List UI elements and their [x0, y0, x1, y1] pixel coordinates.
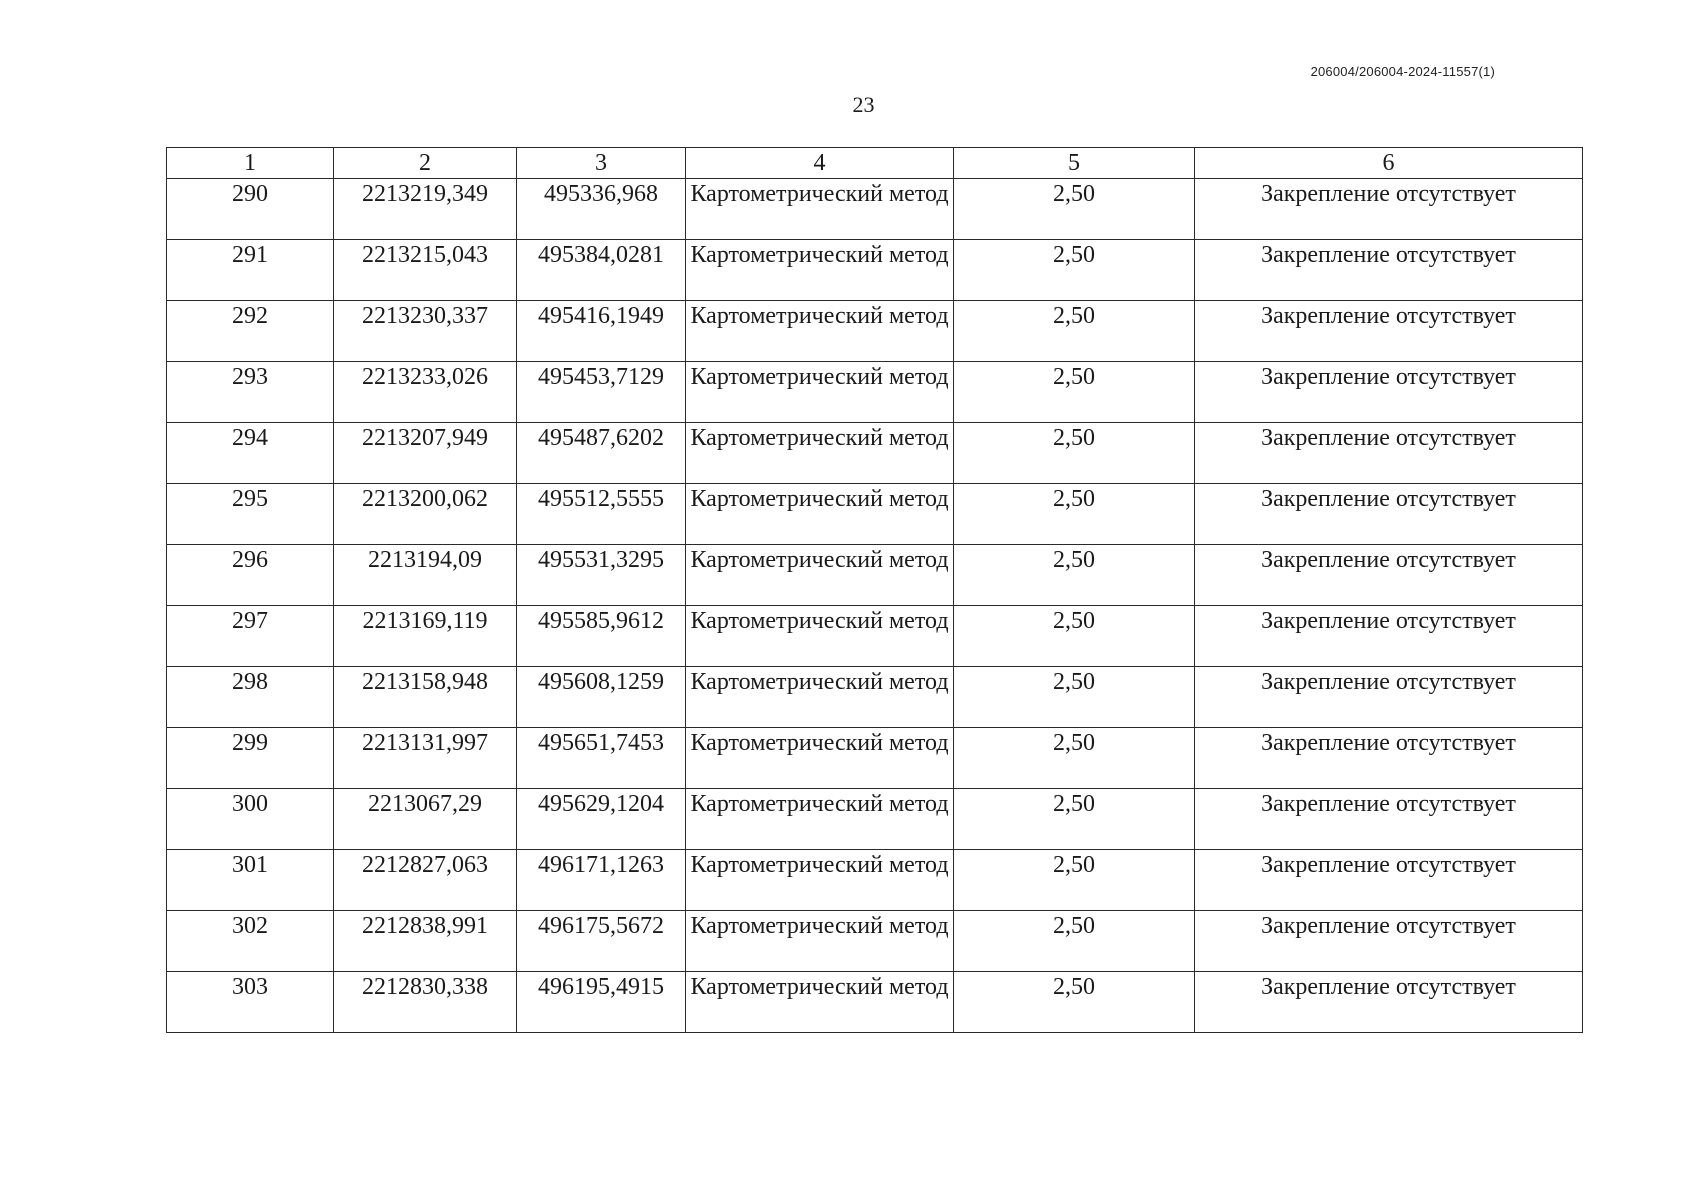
marker-description-cell: Закрепление отсутствует	[1195, 667, 1583, 728]
point-number-cell: 292	[167, 301, 334, 362]
point-number-cell: 303	[167, 972, 334, 1033]
marker-description-cell: Закрепление отсутствует	[1195, 789, 1583, 850]
point-number-cell: 298	[167, 667, 334, 728]
accuracy-cell: 2,50	[954, 423, 1195, 484]
header-cell: 2	[334, 148, 517, 179]
y-coordinate-cell: 495629,1204	[517, 789, 686, 850]
method-cell: Картометрический метод	[686, 606, 954, 667]
point-number-cell: 295	[167, 484, 334, 545]
table-row	[167, 972, 1583, 1033]
marker-description-cell: Закрепление отсутствует	[1195, 850, 1583, 911]
point-number-cell: 301	[167, 850, 334, 911]
y-coordinate-cell: 495585,9612	[517, 606, 686, 667]
accuracy-cell: 2,50	[954, 789, 1195, 850]
header-cell: 3	[517, 148, 686, 179]
x-coordinate-cell: 2213200,062	[334, 484, 517, 545]
marker-description-cell: Закрепление отсутствует	[1195, 484, 1583, 545]
method-cell: Картометрический метод	[686, 362, 954, 423]
accuracy-cell: 2,50	[954, 667, 1195, 728]
table-row	[167, 301, 1583, 362]
x-coordinate-cell: 2213194,09	[334, 545, 517, 606]
y-coordinate-cell: 496171,1263	[517, 850, 686, 911]
y-coordinate-cell: 496195,4915	[517, 972, 686, 1033]
accuracy-cell: 2,50	[954, 179, 1195, 240]
marker-description-cell: Закрепление отсутствует	[1195, 179, 1583, 240]
x-coordinate-cell: 2213215,043	[334, 240, 517, 301]
table-row	[167, 728, 1583, 789]
accuracy-cell: 2,50	[954, 728, 1195, 789]
x-coordinate-cell: 2213067,29	[334, 789, 517, 850]
y-coordinate-cell: 495512,5555	[517, 484, 686, 545]
x-coordinate-cell: 2213158,948	[334, 667, 517, 728]
x-coordinate-cell: 2212838,991	[334, 911, 517, 972]
y-coordinate-cell: 495416,1949	[517, 301, 686, 362]
header-cell: 1	[167, 148, 334, 179]
accuracy-cell: 2,50	[954, 545, 1195, 606]
table-row	[167, 484, 1583, 545]
table-row	[167, 179, 1583, 240]
header-cell: 6	[1195, 148, 1583, 179]
y-coordinate-cell: 495608,1259	[517, 667, 686, 728]
point-number-cell: 300	[167, 789, 334, 850]
point-number-cell: 296	[167, 545, 334, 606]
x-coordinate-cell: 2213207,949	[334, 423, 517, 484]
x-coordinate-cell: 2212827,063	[334, 850, 517, 911]
accuracy-cell: 2,50	[954, 606, 1195, 667]
y-coordinate-cell: 495453,7129	[517, 362, 686, 423]
point-number-cell: 302	[167, 911, 334, 972]
x-coordinate-cell: 2213233,026	[334, 362, 517, 423]
x-coordinate-cell: 2213230,337	[334, 301, 517, 362]
method-cell: Картометрический метод	[686, 728, 954, 789]
point-number-cell: 290	[167, 179, 334, 240]
x-coordinate-cell: 2213131,997	[334, 728, 517, 789]
accuracy-cell: 2,50	[954, 850, 1195, 911]
table-row	[167, 667, 1583, 728]
y-coordinate-cell: 495336,968	[517, 179, 686, 240]
table-row	[167, 423, 1583, 484]
table-row	[167, 911, 1583, 972]
y-coordinate-cell: 495487,6202	[517, 423, 686, 484]
method-cell: Картометрический метод	[686, 484, 954, 545]
page-number: 23	[852, 92, 875, 117]
table-header	[167, 148, 1583, 179]
method-cell: Картометрический метод	[686, 301, 954, 362]
method-cell: Картометрический метод	[686, 179, 954, 240]
x-coordinate-cell: 2213219,349	[334, 179, 517, 240]
header-cell: 4	[686, 148, 954, 179]
marker-description-cell: Закрепление отсутствует	[1195, 545, 1583, 606]
marker-description-cell: Закрепление отсутствует	[1195, 606, 1583, 667]
table-row	[167, 606, 1583, 667]
x-coordinate-cell: 2212830,338	[334, 972, 517, 1033]
point-number-cell: 297	[167, 606, 334, 667]
marker-description-cell: Закрепление отсутствует	[1195, 240, 1583, 301]
accuracy-cell: 2,50	[954, 301, 1195, 362]
table-row	[167, 362, 1583, 423]
accuracy-cell: 2,50	[954, 972, 1195, 1033]
marker-description-cell: Закрепление отсутствует	[1195, 301, 1583, 362]
marker-description-cell: Закрепление отсутствует	[1195, 972, 1583, 1033]
marker-description-cell: Закрепление отсутствует	[1195, 423, 1583, 484]
y-coordinate-cell: 495384,0281	[517, 240, 686, 301]
header-cell: 5	[954, 148, 1195, 179]
method-cell: Картометрический метод	[686, 789, 954, 850]
coordinates-table	[166, 147, 1583, 1033]
method-cell: Картометрический метод	[686, 850, 954, 911]
y-coordinate-cell: 495531,3295	[517, 545, 686, 606]
table-body	[167, 179, 1583, 1033]
y-coordinate-cell: 495651,7453	[517, 728, 686, 789]
header-row	[167, 148, 1583, 179]
table-row	[167, 240, 1583, 301]
point-number-cell: 293	[167, 362, 334, 423]
method-cell: Картометрический метод	[686, 911, 954, 972]
x-coordinate-cell: 2213169,119	[334, 606, 517, 667]
marker-description-cell: Закрепление отсутствует	[1195, 911, 1583, 972]
accuracy-cell: 2,50	[954, 362, 1195, 423]
method-cell: Картометрический метод	[686, 972, 954, 1033]
marker-description-cell: Закрепление отсутствует	[1195, 362, 1583, 423]
accuracy-cell: 2,50	[954, 911, 1195, 972]
marker-description-cell: Закрепление отсутствует	[1195, 728, 1583, 789]
point-number-cell: 294	[167, 423, 334, 484]
method-cell: Картометрический метод	[686, 545, 954, 606]
table-row	[167, 850, 1583, 911]
accuracy-cell: 2,50	[954, 484, 1195, 545]
method-cell: Картометрический метод	[686, 423, 954, 484]
method-cell: Картометрический метод	[686, 667, 954, 728]
table-row	[167, 789, 1583, 850]
table-row	[167, 545, 1583, 606]
point-number-cell: 291	[167, 240, 334, 301]
y-coordinate-cell: 496175,5672	[517, 911, 686, 972]
accuracy-cell: 2,50	[954, 240, 1195, 301]
point-number-cell: 299	[167, 728, 334, 789]
method-cell: Картометрический метод	[686, 240, 954, 301]
document-id: 206004/206004-2024-11557(1)	[1310, 64, 1495, 79]
